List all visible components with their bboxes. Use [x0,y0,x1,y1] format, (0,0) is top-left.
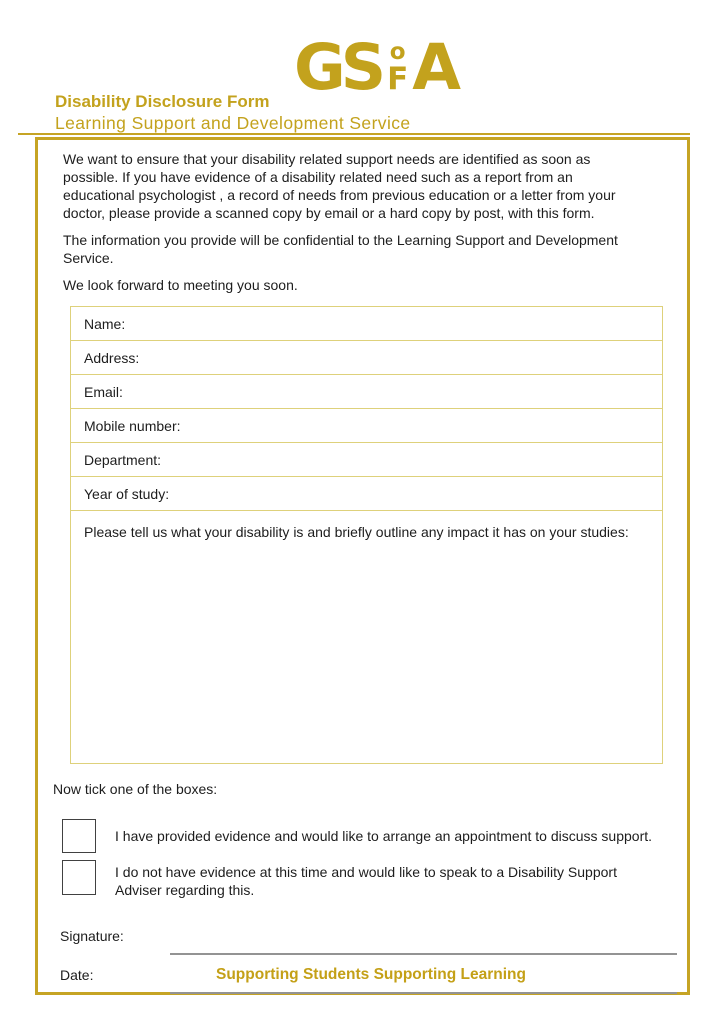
date-label: Date: [60,967,94,983]
disability-details-prompt: Please tell us what your disability is and briefly outline any impact it has on your studies: [84,524,629,540]
tick-option-no-evidence [62,860,687,899]
gsa-logo [294,31,457,104]
logo-letters-gs: GS [294,31,382,104]
disability-details-field[interactable] [70,510,663,764]
intro-line: educational psychologist , a record of needs from previous education or a letter from your [63,187,616,203]
field-label-email: Email: [84,383,123,400]
closing-paragraph: We look forward to meeting you soon. [63,277,298,293]
option-line: I have provided evidence and would like to arrange an appointment to discuss support. [115,828,653,844]
field-label-address: Address: [84,349,140,366]
logo-letter-f: F [387,61,409,97]
field-label-department: Department: [84,451,162,468]
tick-option-no-evidence-label [115,860,617,899]
field-row-year-of-study[interactable] [70,476,663,511]
logo-letter-a: A [412,31,457,104]
field-row-address[interactable] [70,340,663,375]
checkbox-evidence-provided[interactable] [62,819,96,853]
subtitle-underline [18,133,690,135]
field-row-name[interactable] [70,306,663,341]
logo-letter-o: o [389,39,406,65]
field-row-mobile[interactable] [70,408,663,443]
signature-label: Signature: [60,928,124,944]
intro-line: possible. If you have evidence of a disability related need such as a report from an [63,169,573,185]
intro-line: The information you provide will be confidential to the Learning Support and Development [63,232,618,248]
field-row-department[interactable] [70,442,663,477]
confidentiality-paragraph [63,231,659,267]
checkbox-no-evidence[interactable] [62,860,96,895]
footer-tagline: Supporting Students Supporting Learning [216,966,526,983]
logo-stack-of [387,39,409,97]
date-row [60,966,687,984]
field-label-year-of-study: Year of study: [84,485,170,502]
intro-line: doctor, please provide a scanned copy by email or a hard copy by post, with this form. [63,205,595,221]
option-line: Adviser regarding this. [115,882,255,898]
tick-option-evidence-provided [62,819,687,853]
field-label-mobile: Mobile number: [84,417,181,434]
tick-instruction: Now tick one of the boxes: [53,781,218,797]
page-subtitle: Learning Support and Development Service [55,113,411,133]
page-title: Disability Disclosure Form [55,92,270,111]
option-line: I do not have evidence at this time and would like to speak to a Disability Support [115,864,617,880]
signature-row [60,927,687,945]
intro-line: Service. [63,250,114,266]
signature-line[interactable] [170,953,677,955]
form-content-box [35,137,690,995]
date-line[interactable] [170,992,677,994]
intro-paragraph-1 [63,150,659,222]
field-row-email[interactable] [70,374,663,409]
field-label-name: Name: [84,315,126,332]
tick-option-evidence-provided-label [115,819,652,853]
intro-line: We want to ensure that your disability related support needs are identified as soon as [63,151,591,167]
fields-table [70,306,663,764]
